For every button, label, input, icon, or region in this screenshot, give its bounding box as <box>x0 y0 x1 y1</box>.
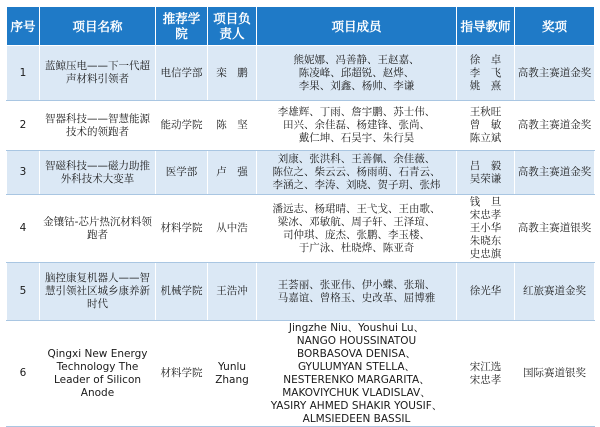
row-no: 4 <box>7 195 40 263</box>
members: 潘远志、杨珺晴、王弋戈、王由歌、 梁冰、邓敏航、周子轩、王泽瑄、 司仲琪、庞杰、张鹏、李玉楼、 于广泳、杜晓烨、陈亚奇 <box>257 195 457 263</box>
header-leader: 项目负责人 <box>208 7 257 46</box>
leader: 陈 坚 <box>208 101 257 151</box>
advisor: 徐 卓 李 飞 姚 熹 <box>457 46 515 101</box>
advisor: 吕 毅 吴荣谦 <box>457 151 515 195</box>
project-name: Qingxi New Energy Technology The Leader of Silicon Anode <box>40 321 156 427</box>
award: 红旅赛道金奖 <box>515 263 595 321</box>
row-no: 3 <box>7 151 40 195</box>
table-row <box>7 151 595 195</box>
leader: 栾 鹏 <box>208 46 257 101</box>
award: 高教主赛道金奖 <box>515 46 595 101</box>
leader: Yunlu Zhang <box>208 321 257 427</box>
advisor: 钱 旦 宋忠孝 王小华 朱晓东 史忠旗 <box>457 195 515 263</box>
project-name: 智磁科技——磁力助推外科技术大变革 <box>40 151 156 195</box>
leader: 王浩冲 <box>208 263 257 321</box>
project-name: 蓝鲸压电——下一代超声材料引领者 <box>40 46 156 101</box>
awards-table <box>6 6 595 427</box>
award: 高教主赛道银奖 <box>515 195 595 263</box>
members: 熊妮娜、冯善静、王赵嘉、 陈凌峰、邱超锐、赵烨、 李果、刘鑫、杨帅、李谦 <box>257 46 457 101</box>
advisor: 宋江选 宋忠孝 <box>457 321 515 427</box>
college: 电信学部 <box>156 46 208 101</box>
advisor: 徐光华 <box>457 263 515 321</box>
row-no: 1 <box>7 46 40 101</box>
members: 王荟丽、张亚伟、伊小蝶、张瑞、 马嘉谊、曾格玉、史改革、屈博雅 <box>257 263 457 321</box>
table-row <box>7 101 595 151</box>
table-row <box>7 195 595 263</box>
table-row <box>7 263 595 321</box>
award: 高教主赛道金奖 <box>515 101 595 151</box>
college: 医学部 <box>156 151 208 195</box>
advisor: 王秋旺 曾 敏 陈立斌 <box>457 101 515 151</box>
college: 材料学院 <box>156 321 208 427</box>
leader: 卢 强 <box>208 151 257 195</box>
college: 能动学院 <box>156 101 208 151</box>
leader: 从中浩 <box>208 195 257 263</box>
header-college: 推荐学院 <box>156 7 208 46</box>
award: 国际赛道银奖 <box>515 321 595 427</box>
row-no: 5 <box>7 263 40 321</box>
members: 李雄辉、丁雨、詹宇鹏、苏士伟、 田兴、余佳磊、杨建锋、张尚、 戴仁坤、石昊宇、朱行昊 <box>257 101 457 151</box>
header-project-name: 项目名称 <box>40 7 156 46</box>
row-no: 2 <box>7 101 40 151</box>
row-no: 6 <box>7 321 40 427</box>
college: 材料学院 <box>156 195 208 263</box>
header-no: 序号 <box>7 7 40 46</box>
header-row <box>7 7 595 46</box>
members: Jingzhe Niu、Youshui Lu、 NANGO HOUSSINATOU BORBASOVA DENISA、 GYULUMYAN STELLA、 NESTERENKO MARGARITA、 MAKOVIYCHUK VLADISLAV、 YASIRY AHMED SHAKIR YOUSIF、 ALMSIEDEEN BASSIL <box>257 321 457 427</box>
project-name: 金镶钴-芯片热沉材料领跑者 <box>40 195 156 263</box>
project-name: 智器科技——智慧能源技术的领跑者 <box>40 101 156 151</box>
table-row <box>7 46 595 101</box>
header-award: 奖项 <box>515 7 595 46</box>
header-advisor: 指导教师 <box>457 7 515 46</box>
members: 刘康、张洪科、王善佩、余佳薇、 陈位之、柴云云、杨雨萌、石青云、 李涵之、李涛、刘晓、贺子玥、张炜 <box>257 151 457 195</box>
college: 机械学院 <box>156 263 208 321</box>
table-row <box>7 321 595 427</box>
project-name: 脑控康复机器人——智慧引领社区城乡康养新时代 <box>40 263 156 321</box>
header-members: 项目成员 <box>257 7 457 46</box>
award: 高教主赛道金奖 <box>515 151 595 195</box>
